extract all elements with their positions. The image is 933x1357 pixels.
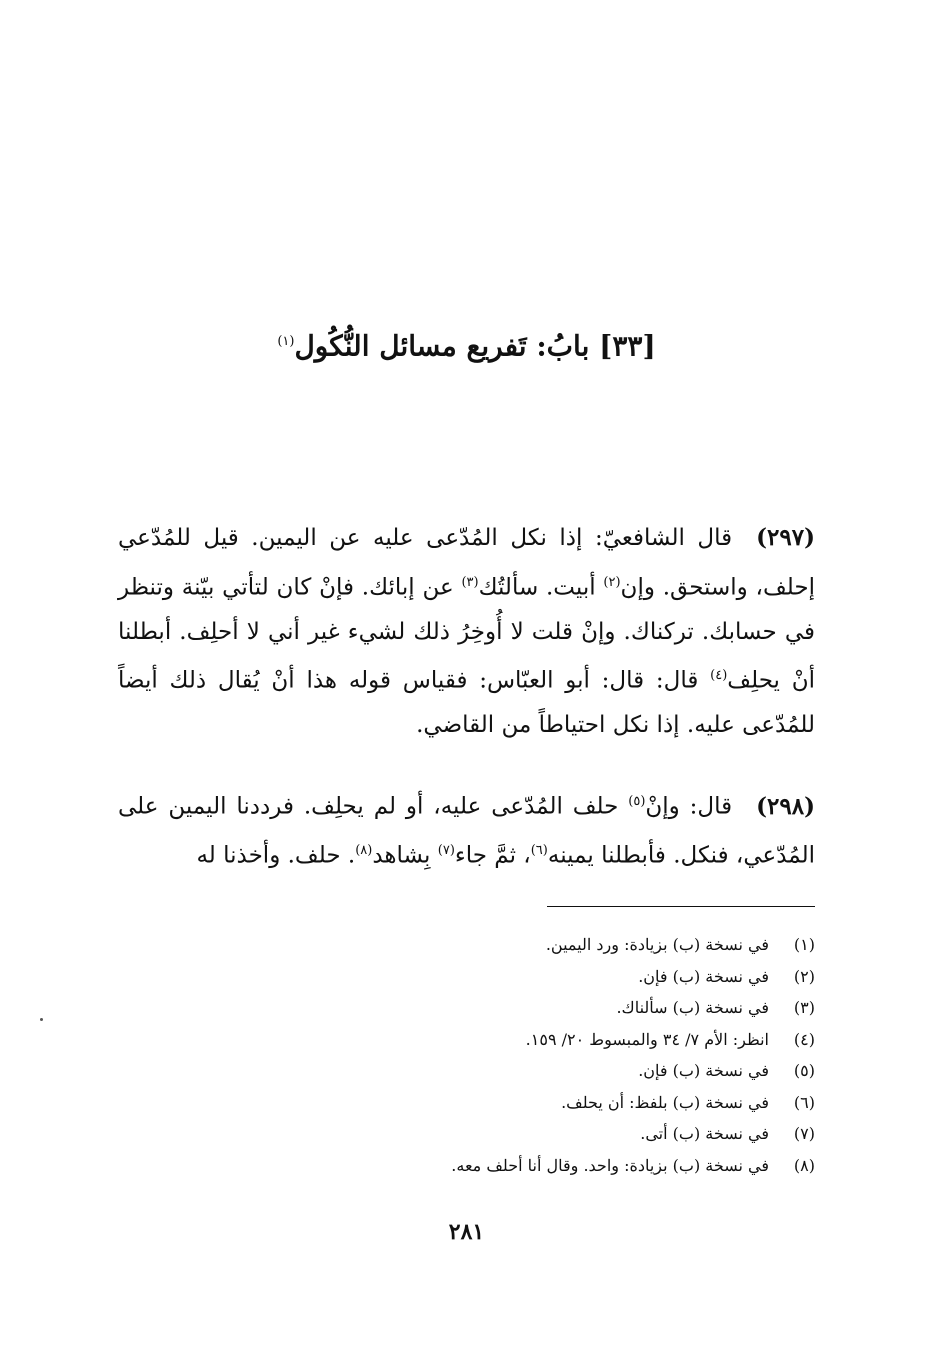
- footnote-number: (٥): [793, 1061, 815, 1080]
- footnote-number: (٤): [793, 1029, 815, 1049]
- footnote-ref: (٣): [461, 574, 479, 590]
- footnote-number: (٦): [793, 1092, 815, 1112]
- footnotes-list: [300, 929, 815, 1181]
- chapter-title-footnote-ref: (١): [277, 334, 295, 349]
- footnote-item: [300, 1024, 815, 1056]
- footnote-item: [300, 961, 815, 993]
- paragraph-text: قال الشافعيّ: إذا نكل المُدّعى عليه عن اليمين. قيل للمُدّعي إحلف، واستحق. وإن: [118, 525, 815, 601]
- paragraph-text: حلف المُدّعى عليه، أو لم يحلِف. فرددنا اليمين على المُدّعي، فنكل. فأبطلنا يمينه: [118, 793, 815, 869]
- chapter-title: [0, 322, 933, 366]
- paragraph-text: عن إبائك. فإنْ كان لتأتي بيّنة وتنظر في حسابك. تركناك. وإنْ قلت لا أُوخِرُ ذلك لشيء غير أني لا أحلِف. أبطلنا أنْ يحلِف: [118, 574, 815, 694]
- footnote-item: [300, 929, 815, 961]
- footnote-text: في نسخة (ب) بزيادة: واحد. وقال أنا أحلف معه.: [451, 1155, 769, 1175]
- footnote-number: (٨): [793, 1155, 815, 1175]
- footnote-text: في نسخة (ب) بزيادة: ورد اليمين.: [545, 935, 769, 954]
- footnote-item: [300, 992, 815, 1024]
- footnote-ref: (٦): [530, 843, 548, 859]
- footnote-number: (١): [793, 935, 815, 954]
- paragraph-number: (٢٩٧): [756, 524, 815, 551]
- footnote-item: [300, 1055, 815, 1087]
- paragraph-text: قال: وإنْ: [645, 793, 733, 820]
- footnote-ref: (٧): [437, 843, 455, 859]
- paragraph-298: [118, 780, 815, 878]
- paragraph-text: بِشاهد: [372, 842, 438, 869]
- footnote-ref: (٥): [628, 794, 646, 809]
- chapter-title-text: [٣٣] بابُ: تَفريع مسائل النُّكُول: [294, 329, 656, 363]
- footnote-number: (٣): [793, 998, 815, 1017]
- paragraph-text: ، ثمَّ جاء: [454, 842, 531, 869]
- footnote-item: [300, 1087, 815, 1119]
- footnote-ref: (٢): [603, 574, 621, 590]
- footnote-item: [300, 1118, 815, 1150]
- footnote-text: في نسخة (ب) سألناك.: [616, 998, 769, 1017]
- scan-speck: [40, 1018, 43, 1021]
- paragraph-297: [118, 516, 815, 748]
- footnote-text: انظر: الأم ٧/ ٣٤ والمبسوط ٢٠/ ١٥٩.: [525, 1029, 769, 1049]
- footnote-text: في نسخة (ب) بلفظ: أن يحلف.: [561, 1092, 769, 1112]
- footnote-number: (٢): [793, 966, 815, 986]
- paragraph-text: قال: قال: أبو العبّاس: فقياس قوله هذا أنْ يُقال ذلك أيضاً للمُدّعى عليه. إذا نكل احتياطاً من القاضي.: [118, 667, 815, 739]
- footnote-item: [300, 1150, 815, 1182]
- footnote-text: في نسخة (ب) فإن.: [638, 1061, 769, 1080]
- footnote-text: في نسخة (ب) فإن.: [638, 966, 769, 986]
- footnote-ref: (٨): [355, 843, 373, 859]
- footnote-text: في نسخة (ب) أتى.: [640, 1124, 769, 1143]
- paragraph-number: (٢٩٨): [756, 792, 815, 820]
- paragraph-text: . حلف. وأخذنا له: [196, 842, 356, 869]
- page-number: ٢٨١: [448, 1219, 485, 1245]
- footnote-separator: [547, 906, 815, 907]
- paragraph-text: أبيت. سألتُك: [478, 574, 604, 601]
- footnote-number: (٧): [793, 1124, 815, 1143]
- footnote-ref: (٤): [710, 668, 728, 684]
